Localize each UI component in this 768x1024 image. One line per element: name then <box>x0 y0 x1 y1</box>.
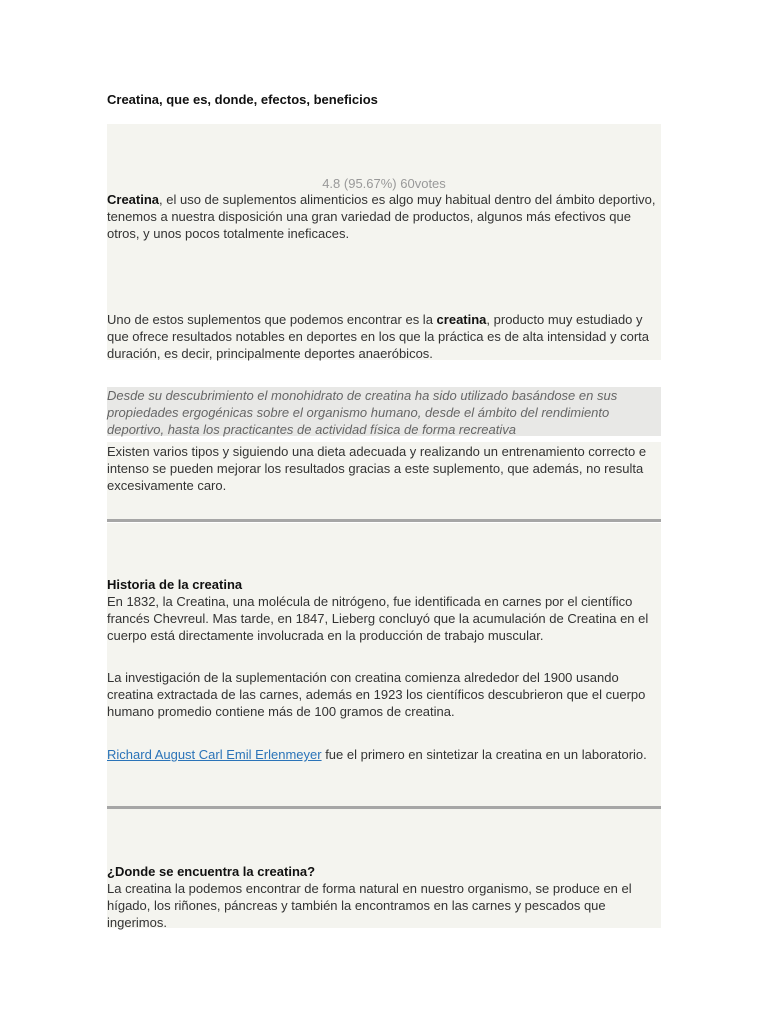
history-text-3: fue el primero en sintetizar la creatina en un laboratorio. <box>321 747 647 762</box>
history-paragraph-1 <box>107 576 661 644</box>
section-divider <box>107 519 661 522</box>
erlenmeyer-link[interactable]: Richard August Carl Emil Erlenmeyer <box>107 747 322 762</box>
intro-section <box>107 124 661 360</box>
blockquote: Desde su descubrimiento el monohidrato de creatina ha sido utilizado basándose en sus propiedades ergogénicas sobre el organismo humano, desde el ámbito del rendimiento deportivo, hasta los practicantes de actividad física de forma recreativa <box>107 387 661 436</box>
intro-paragraph <box>107 191 661 242</box>
rating-text: 4.8 (95.67%) 60votes <box>322 176 446 191</box>
history-heading: Historia de la creatina <box>107 577 243 592</box>
paragraph-creatina-intro <box>107 311 661 362</box>
where-section <box>107 809 661 928</box>
history-paragraph-3 <box>107 746 661 763</box>
intro-strong: Creatina <box>107 192 160 207</box>
page-title: Creatina, que es, donde, efectos, beneficios <box>107 92 378 107</box>
types-section <box>107 442 661 520</box>
types-paragraph: Existen varios tipos y siguiendo una dieta adecuada y realizando un entrenamiento correcto e intenso se pueden mejorar los resultados gracias a este suplemento, que además, no resulta excesivamente caro. <box>107 444 647 493</box>
para2-before: Uno de estos suplementos que podemos encontrar es la <box>107 312 437 327</box>
where-text: La creatina la podemos encontrar de forma natural en nuestro organismo, se produce en el hígado, los riñones, páncreas y también la encontramos en las carnes y pescados que ingerimos. <box>107 881 632 930</box>
history-section <box>107 523 661 806</box>
history-text-1: En 1832, la Creatina, una molécula de nitrógeno, fue identificada en carnes por el científico francés Chevreul. Mas tarde, en 1847, Lieberg concluyó que la acumulación de Creatina en el cuerpo está directamente involucrada en la producción de trabajo muscular. <box>107 594 649 643</box>
intro-text: , el uso de suplementos alimenticios es algo muy habitual dentro del ámbito deportivo, tenemos a nuestra disposición una gran variedad de productos, algunos más efectivos que otros, y unos pocos totalmente ineficaces. <box>107 192 656 241</box>
where-heading: ¿Donde se encuentra la creatina? <box>107 864 316 879</box>
history-paragraph-2: La investigación de la suplementación con creatina comienza alrededor del 1900 usando creatina extractada de las carnes, además en 1923 los científicos descubrieron que el cuerpo humano promedio contiene más de 100 gramos de creatina. <box>107 670 646 719</box>
where-paragraph <box>107 863 661 931</box>
para2-after: , producto muy estudiado y que ofrece resultados notables en deportes en los que la práctica es de alta intensidad y corta duración, es decir, principalmente deportes anaeróbicos. <box>107 312 650 361</box>
para2-strong: creatina <box>436 312 487 327</box>
